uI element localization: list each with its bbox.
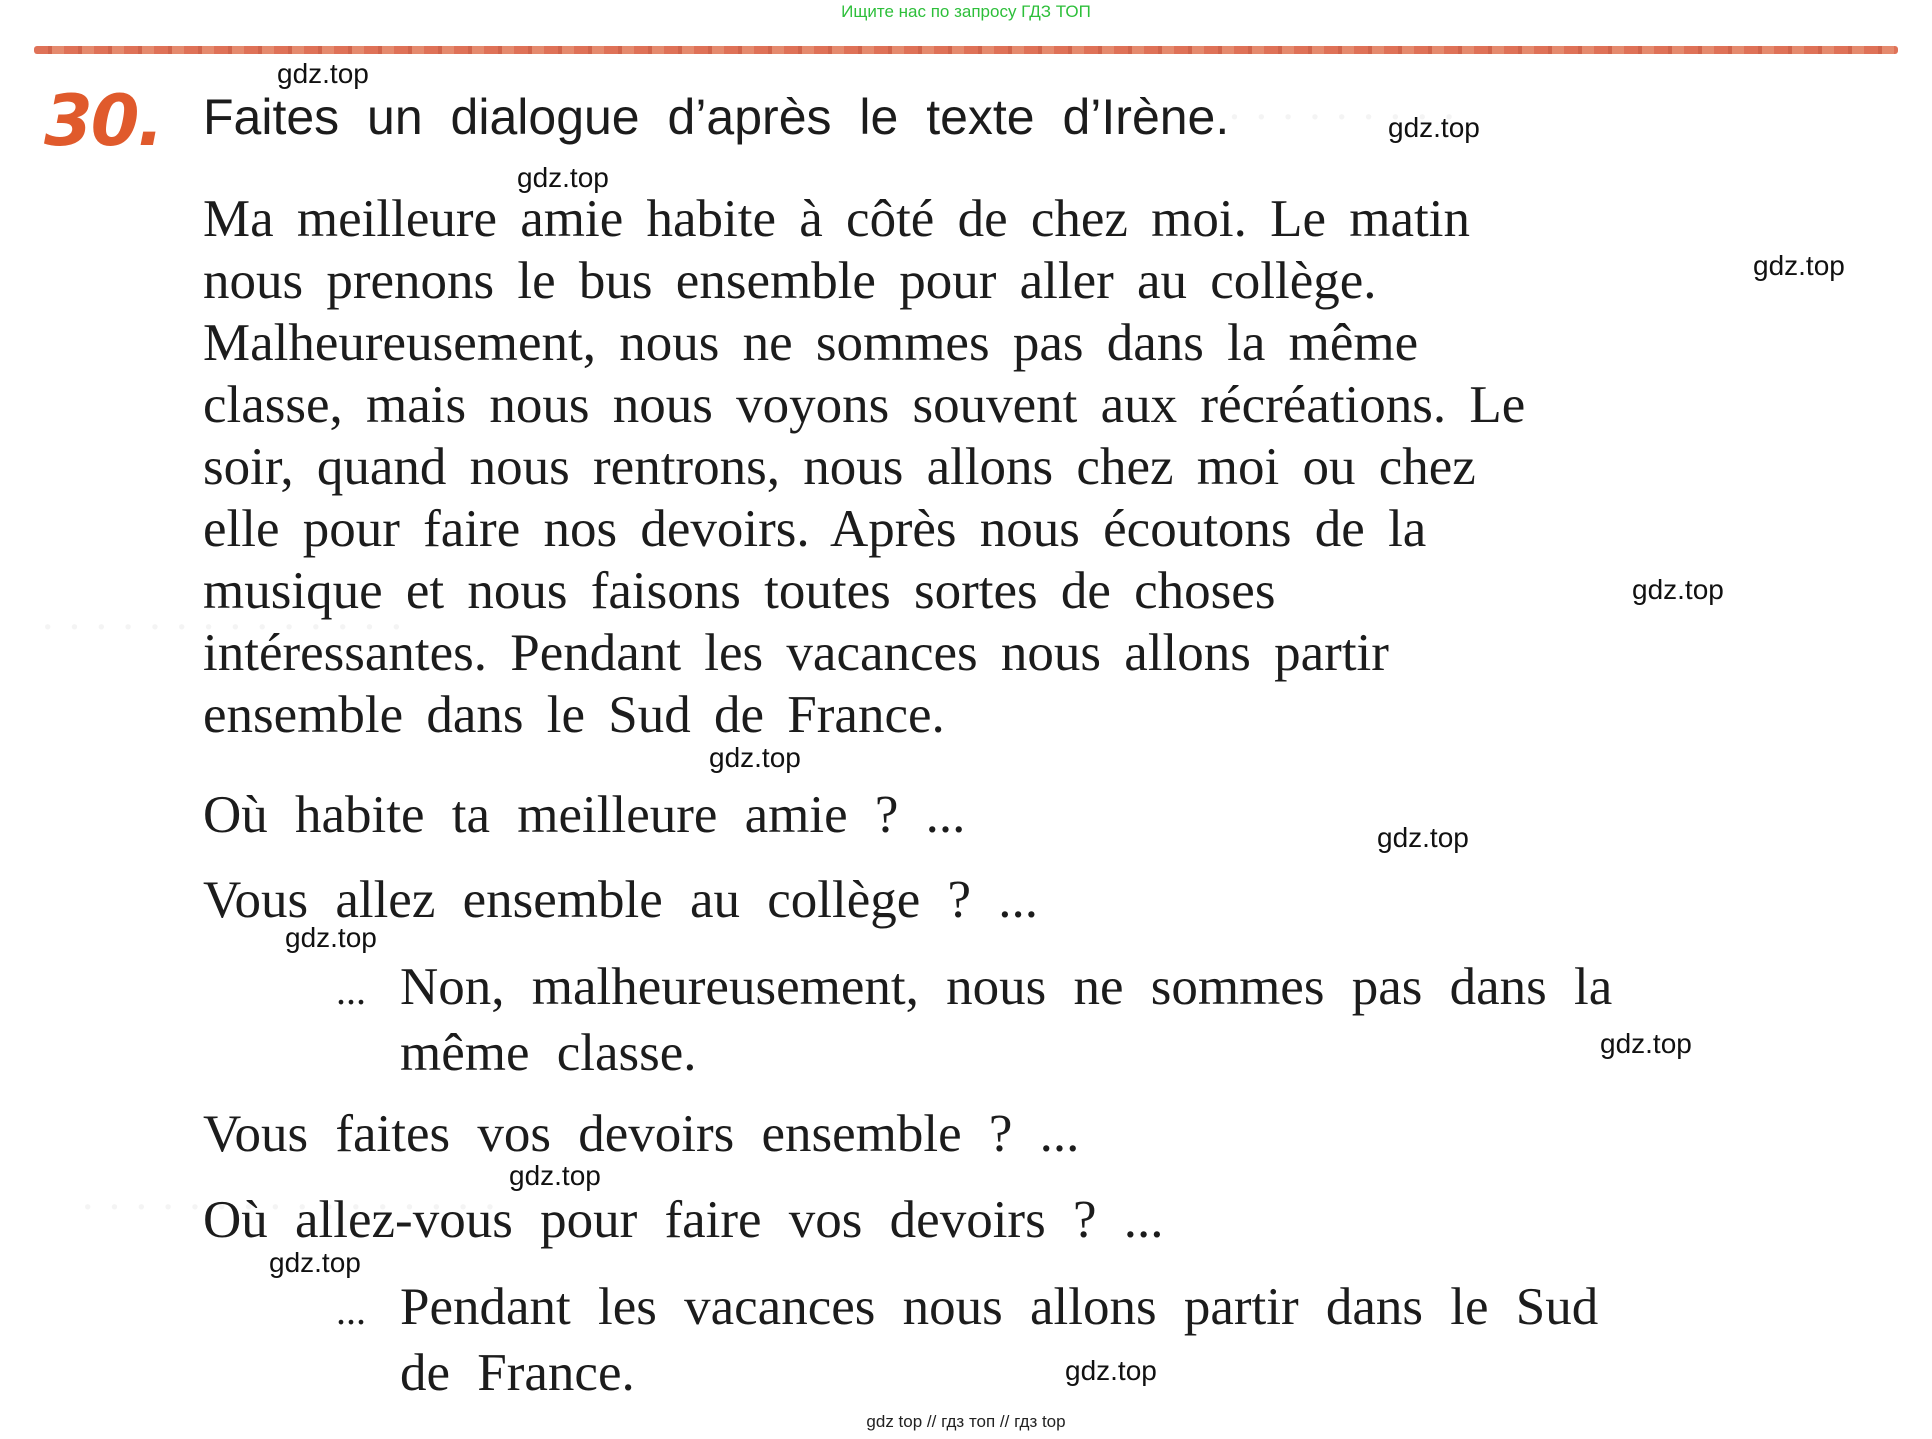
watermark: gdz.top [1065, 1355, 1157, 1386]
exercise-title: Faites un dialogue d’après le texte d’Irène. [203, 89, 1230, 145]
dialogue-question-2: Vous allez ensemble au collège ? ... [203, 871, 1039, 929]
passage-line: Ma meilleure amie habite à côté de chez moi. Le matin [203, 190, 1470, 248]
passage-line: soir, quand nous rentrons, nous allons chez moi ou chez [203, 438, 1476, 496]
watermark: gdz.top [1753, 250, 1845, 281]
dialogue-question-1: Où habite ta meilleure amie ? ... [203, 786, 966, 844]
passage-line: nous prenons le bus ensemble pour aller au collège. [203, 252, 1377, 310]
passage-line: elle pour faire nos devoirs. Après nous écoutons de la [203, 500, 1427, 558]
answer-line: même classe. [400, 1024, 697, 1082]
answer-line: Pendant les vacances nous allons partir dans le Sud [400, 1278, 1599, 1336]
watermark: gdz.top [277, 58, 369, 89]
passage-line: musique et nous faisons toutes sortes de choses [203, 562, 1276, 620]
reading-passage [203, 188, 1823, 746]
passage-line: Malheureusement, nous ne sommes pas dans la même [203, 314, 1419, 372]
answer-line: Non, malheureusement, nous ne sommes pas dans la [400, 958, 1613, 1016]
watermark: gdz.top [1377, 822, 1469, 853]
dialogue-question-3: Vous faites vos devoirs ensemble ? ... [203, 1105, 1080, 1163]
header-rule [34, 46, 1898, 54]
answer-ellipsis: ... [336, 1288, 366, 1333]
watermark: gdz.top [285, 922, 377, 953]
watermark: gdz.top [1632, 574, 1724, 605]
footer-watermark: gdz top // гдз топ // гдз top [866, 1412, 1066, 1431]
watermark: gdz.top [509, 1160, 601, 1191]
passage-line: intéressantes. Pendant les vacances nous allons partir [203, 624, 1389, 682]
exercise-number: 30. [44, 80, 163, 162]
watermark: gdz.top [517, 162, 609, 193]
dialogue-answer-2 [336, 1276, 1598, 1404]
dialogue-question-4: Où allez-vous pour faire vos devoirs ? ... [203, 1191, 1164, 1249]
top-banner: Ищите нас по запросу ГДЗ ТОП [841, 2, 1091, 21]
answer-ellipsis: ... [336, 968, 366, 1013]
answer-line: de France. [400, 1344, 635, 1402]
watermark: gdz.top [269, 1247, 361, 1278]
passage-line: classe, mais nous nous voyons souvent aux récréations. Le [203, 376, 1526, 434]
watermark: gdz.top [1388, 112, 1480, 143]
passage-line: ensemble dans le Sud de France. [203, 686, 945, 744]
watermark: gdz.top [1600, 1028, 1692, 1059]
dialogue-answer-1 [336, 956, 1612, 1084]
watermark: gdz.top [709, 742, 801, 773]
